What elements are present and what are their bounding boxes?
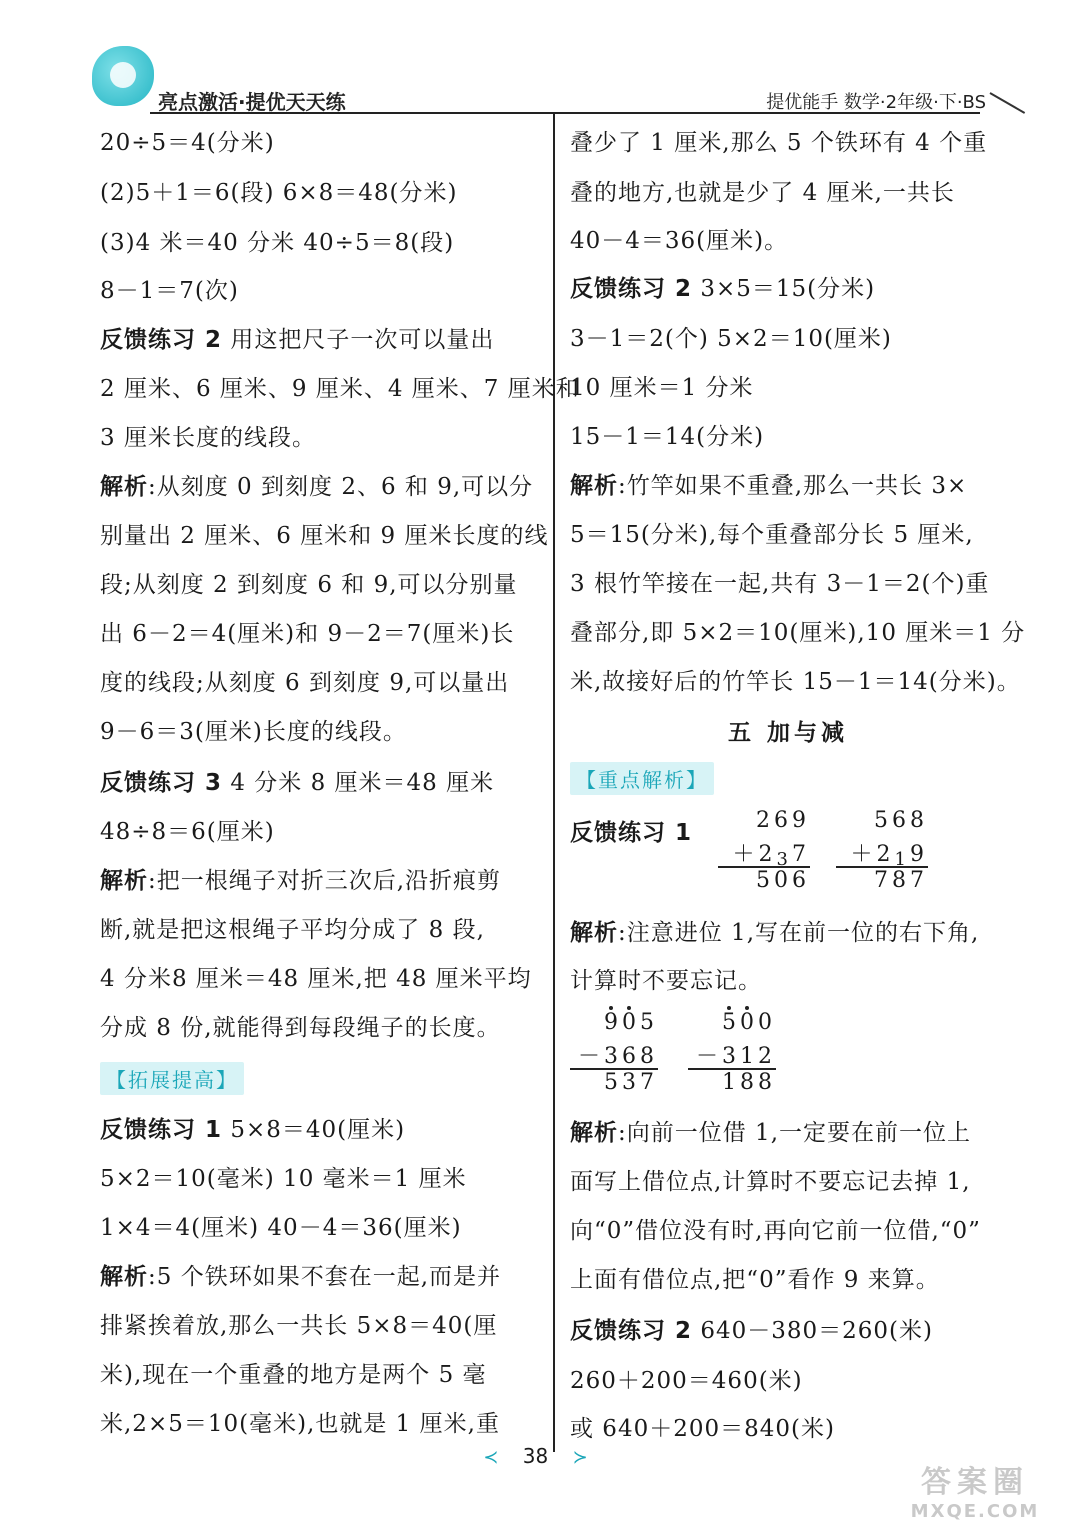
- text-line: 4 分米8 厘米＝48 厘米,把 48 厘米平均: [100, 966, 532, 992]
- header-slash-decoration: [990, 92, 1026, 114]
- text-line: 48÷8＝6(厘米): [100, 819, 275, 845]
- subtraction-calc-1: [570, 1010, 658, 1099]
- analysis-text: :把一根绳子对折三次后,沿折痕剪: [148, 868, 502, 894]
- calc-digit: 0: [758, 1010, 776, 1035]
- page-number-text: 38: [522, 1444, 549, 1468]
- exercise-label-line: [570, 814, 692, 847]
- calc-result: 506: [718, 866, 810, 897]
- analysis-text: :竹竿如果不重叠,那么一共长 3×: [618, 473, 968, 499]
- brand-logo-icon: [92, 46, 154, 106]
- analysis-line: [100, 468, 533, 501]
- text-line: 段;从刻度 2 到刻度 6 和 9,可以分别量: [100, 572, 518, 598]
- text-line: 260＋200＝460(米): [570, 1368, 803, 1394]
- text-line: 2 厘米、6 厘米、9 厘米、4 厘米、7 厘米和: [100, 376, 580, 402]
- text-line: 米,2×5＝10(毫米),也就是 1 厘米,重: [100, 1411, 500, 1437]
- analysis-text: :向前一位借 1,一定要在前一位上: [618, 1120, 972, 1146]
- exercise-label: 反馈练习 3: [100, 770, 223, 796]
- exercise-label: 反馈练习 2: [570, 1318, 693, 1344]
- calc-top: [570, 1010, 658, 1039]
- text-line: 叠部分,即 5×2＝10(厘米),10 厘米＝1 分: [570, 620, 1026, 646]
- text-line: 计算时不要忘记。: [570, 968, 762, 994]
- text-line: 出 6－2＝4(厘米)和 9－2＝7(厘米)长: [100, 621, 515, 647]
- watermark-title: 答案圈: [921, 1465, 1029, 1500]
- calc-operand: [718, 837, 810, 870]
- text-line: 9－6＝3(厘米)长度的线段。: [100, 719, 407, 745]
- borrow-digit: 5: [722, 1010, 740, 1035]
- page-header: [0, 0, 1071, 120]
- calc-op-end: 9: [910, 842, 928, 867]
- analysis-line: [570, 914, 979, 947]
- text-line: 10 厘米＝1 分米: [570, 375, 754, 401]
- calc-op: ＋2: [732, 842, 777, 867]
- analysis-text: :5 个铁环如果不套在一起,而是并: [148, 1264, 502, 1290]
- text-line: 或 640＋200＝840(米): [570, 1416, 835, 1442]
- column-divider: [553, 112, 555, 1452]
- text-line: 米),现在一个重叠的地方是两个 5 毫: [100, 1362, 487, 1388]
- analysis-line: [100, 862, 501, 895]
- analysis-label: 解析: [570, 1120, 618, 1146]
- text-line: 别量出 2 厘米、6 厘米和 9 厘米长度的线: [100, 523, 549, 549]
- calc-op-end: 7: [792, 842, 810, 867]
- text-line: (3)4 米＝40 分米 40÷5＝8(段): [100, 230, 455, 256]
- exercise-line: [100, 321, 494, 354]
- calc-op: ＋2: [850, 842, 895, 867]
- calc-top: 568: [874, 808, 928, 833]
- text-line: 8－1＝7(次): [100, 278, 239, 304]
- calc-operand: －368: [578, 1044, 658, 1069]
- exercise-label: 反馈练习 1: [570, 820, 693, 846]
- text-line: 叠的地方,也就是少了 4 厘米,一共长: [570, 180, 955, 206]
- analysis-line: [570, 467, 967, 500]
- text-line: 上面有借位点,把“0”看作 9 来算。: [570, 1267, 940, 1293]
- text-line: 15－1＝14(分米): [570, 424, 765, 450]
- exercise-line: [100, 1111, 405, 1144]
- carry-digit: 1: [894, 849, 910, 870]
- borrow-digit: 0: [740, 1010, 758, 1035]
- text-line: 排紧挨着放,那么一共长 5×8＝40(厘: [100, 1313, 498, 1339]
- exercise-label: 反馈练习 1: [100, 1117, 223, 1143]
- text-line: 度的线段;从刻度 6 到刻度 9,可以量出: [100, 670, 510, 696]
- calc-top: [688, 1010, 776, 1039]
- text-line: (2)5＋1＝6(段) 6×8＝48(分米): [100, 180, 458, 206]
- calc-result: 787: [836, 866, 928, 897]
- analysis-label: 解析: [570, 920, 618, 946]
- text-line: 40－4＝36(厘米)。: [570, 228, 789, 254]
- addition-calc-1: [718, 808, 810, 897]
- exercise-text: 用这把尺子一次可以量出: [222, 327, 495, 353]
- section-tag: 【重点解析】: [570, 762, 714, 795]
- text-line: 断,就是把这根绳子平均分成了 8 段,: [100, 917, 485, 943]
- exercise-label: 反馈练习 2: [100, 327, 223, 353]
- text-line: 叠少了 1 厘米,那么 5 个铁环有 4 个重: [570, 130, 988, 156]
- exercise-text: 3×5＝15(分米): [692, 276, 876, 302]
- text-line: 3－1＝2(个) 5×2＝10(厘米): [570, 326, 892, 352]
- text-line: 5＝15(分米),每个重叠部分长 5 厘米,: [570, 522, 974, 548]
- section-tag: 【拓展提高】: [100, 1062, 244, 1095]
- analysis-line: [570, 1114, 971, 1147]
- watermark-logo: [895, 1465, 1055, 1527]
- text-line: 5×2＝10(毫米) 10 毫米＝1 厘米: [100, 1166, 467, 1192]
- calc-result: 537: [570, 1068, 658, 1099]
- exercise-line: [100, 764, 494, 797]
- book-info: 提优能手 数学·2年级·下·BS: [766, 92, 986, 113]
- calc-operand: [836, 837, 928, 870]
- calc-top: 269: [756, 808, 810, 833]
- analysis-label: 解析: [100, 868, 148, 894]
- brand-title: 亮点激活·提优天天练: [158, 90, 346, 114]
- section-title: 五 加与减: [728, 720, 849, 746]
- borrow-digit: 9: [604, 1010, 622, 1035]
- text-line: 20÷5＝4(分米): [100, 130, 275, 156]
- exercise-text: 640－380＝260(米): [692, 1318, 933, 1344]
- analysis-line: [100, 1258, 501, 1291]
- addition-calc-2: [836, 808, 928, 897]
- text-line: 面写上借位点,计算时不要忘记去掉 1,: [570, 1169, 971, 1195]
- text-line: 1×4＝4(厘米) 40－4＝36(厘米): [100, 1215, 462, 1241]
- text-line: 3 厘米长度的线段。: [100, 425, 316, 451]
- analysis-label: 解析: [100, 474, 148, 500]
- exercise-label: 反馈练习 2: [570, 276, 693, 302]
- exercise-line: [570, 1312, 933, 1345]
- exercise-text: 5×8＝40(厘米): [222, 1117, 406, 1143]
- subtraction-calc-2: [688, 1010, 776, 1099]
- text-line: 向“0”借位没有时,再向它前一位借,“0”: [570, 1218, 981, 1244]
- calc-result: 188: [688, 1068, 776, 1099]
- exercise-line: [570, 270, 875, 303]
- analysis-text: :从刻度 0 到刻度 2、6 和 9,可以分: [148, 474, 534, 500]
- left-arrow-icon: ≺: [483, 1447, 499, 1468]
- exercise-text: 4 分米 8 厘米＝48 厘米: [222, 770, 495, 796]
- text-line: 分成 8 份,就能得到每段绳子的长度。: [100, 1015, 501, 1041]
- right-arrow-icon: ≻: [572, 1447, 588, 1468]
- analysis-label: 解析: [570, 473, 618, 499]
- analysis-text: :注意进位 1,写在前一位的右下角,: [618, 920, 980, 946]
- calc-digit: 5: [640, 1010, 658, 1035]
- analysis-label: 解析: [100, 1264, 148, 1290]
- borrow-digit: 0: [622, 1010, 640, 1035]
- calc-operand: －312: [696, 1044, 776, 1069]
- carry-digit: 3: [776, 849, 792, 870]
- text-line: 米,故接好后的竹竿长 15－1＝14(分米)。: [570, 669, 1021, 695]
- text-line: 3 根竹竿接在一起,共有 3－1＝2(个)重: [570, 571, 990, 597]
- watermark-url: MXQE.COM: [910, 1501, 1040, 1522]
